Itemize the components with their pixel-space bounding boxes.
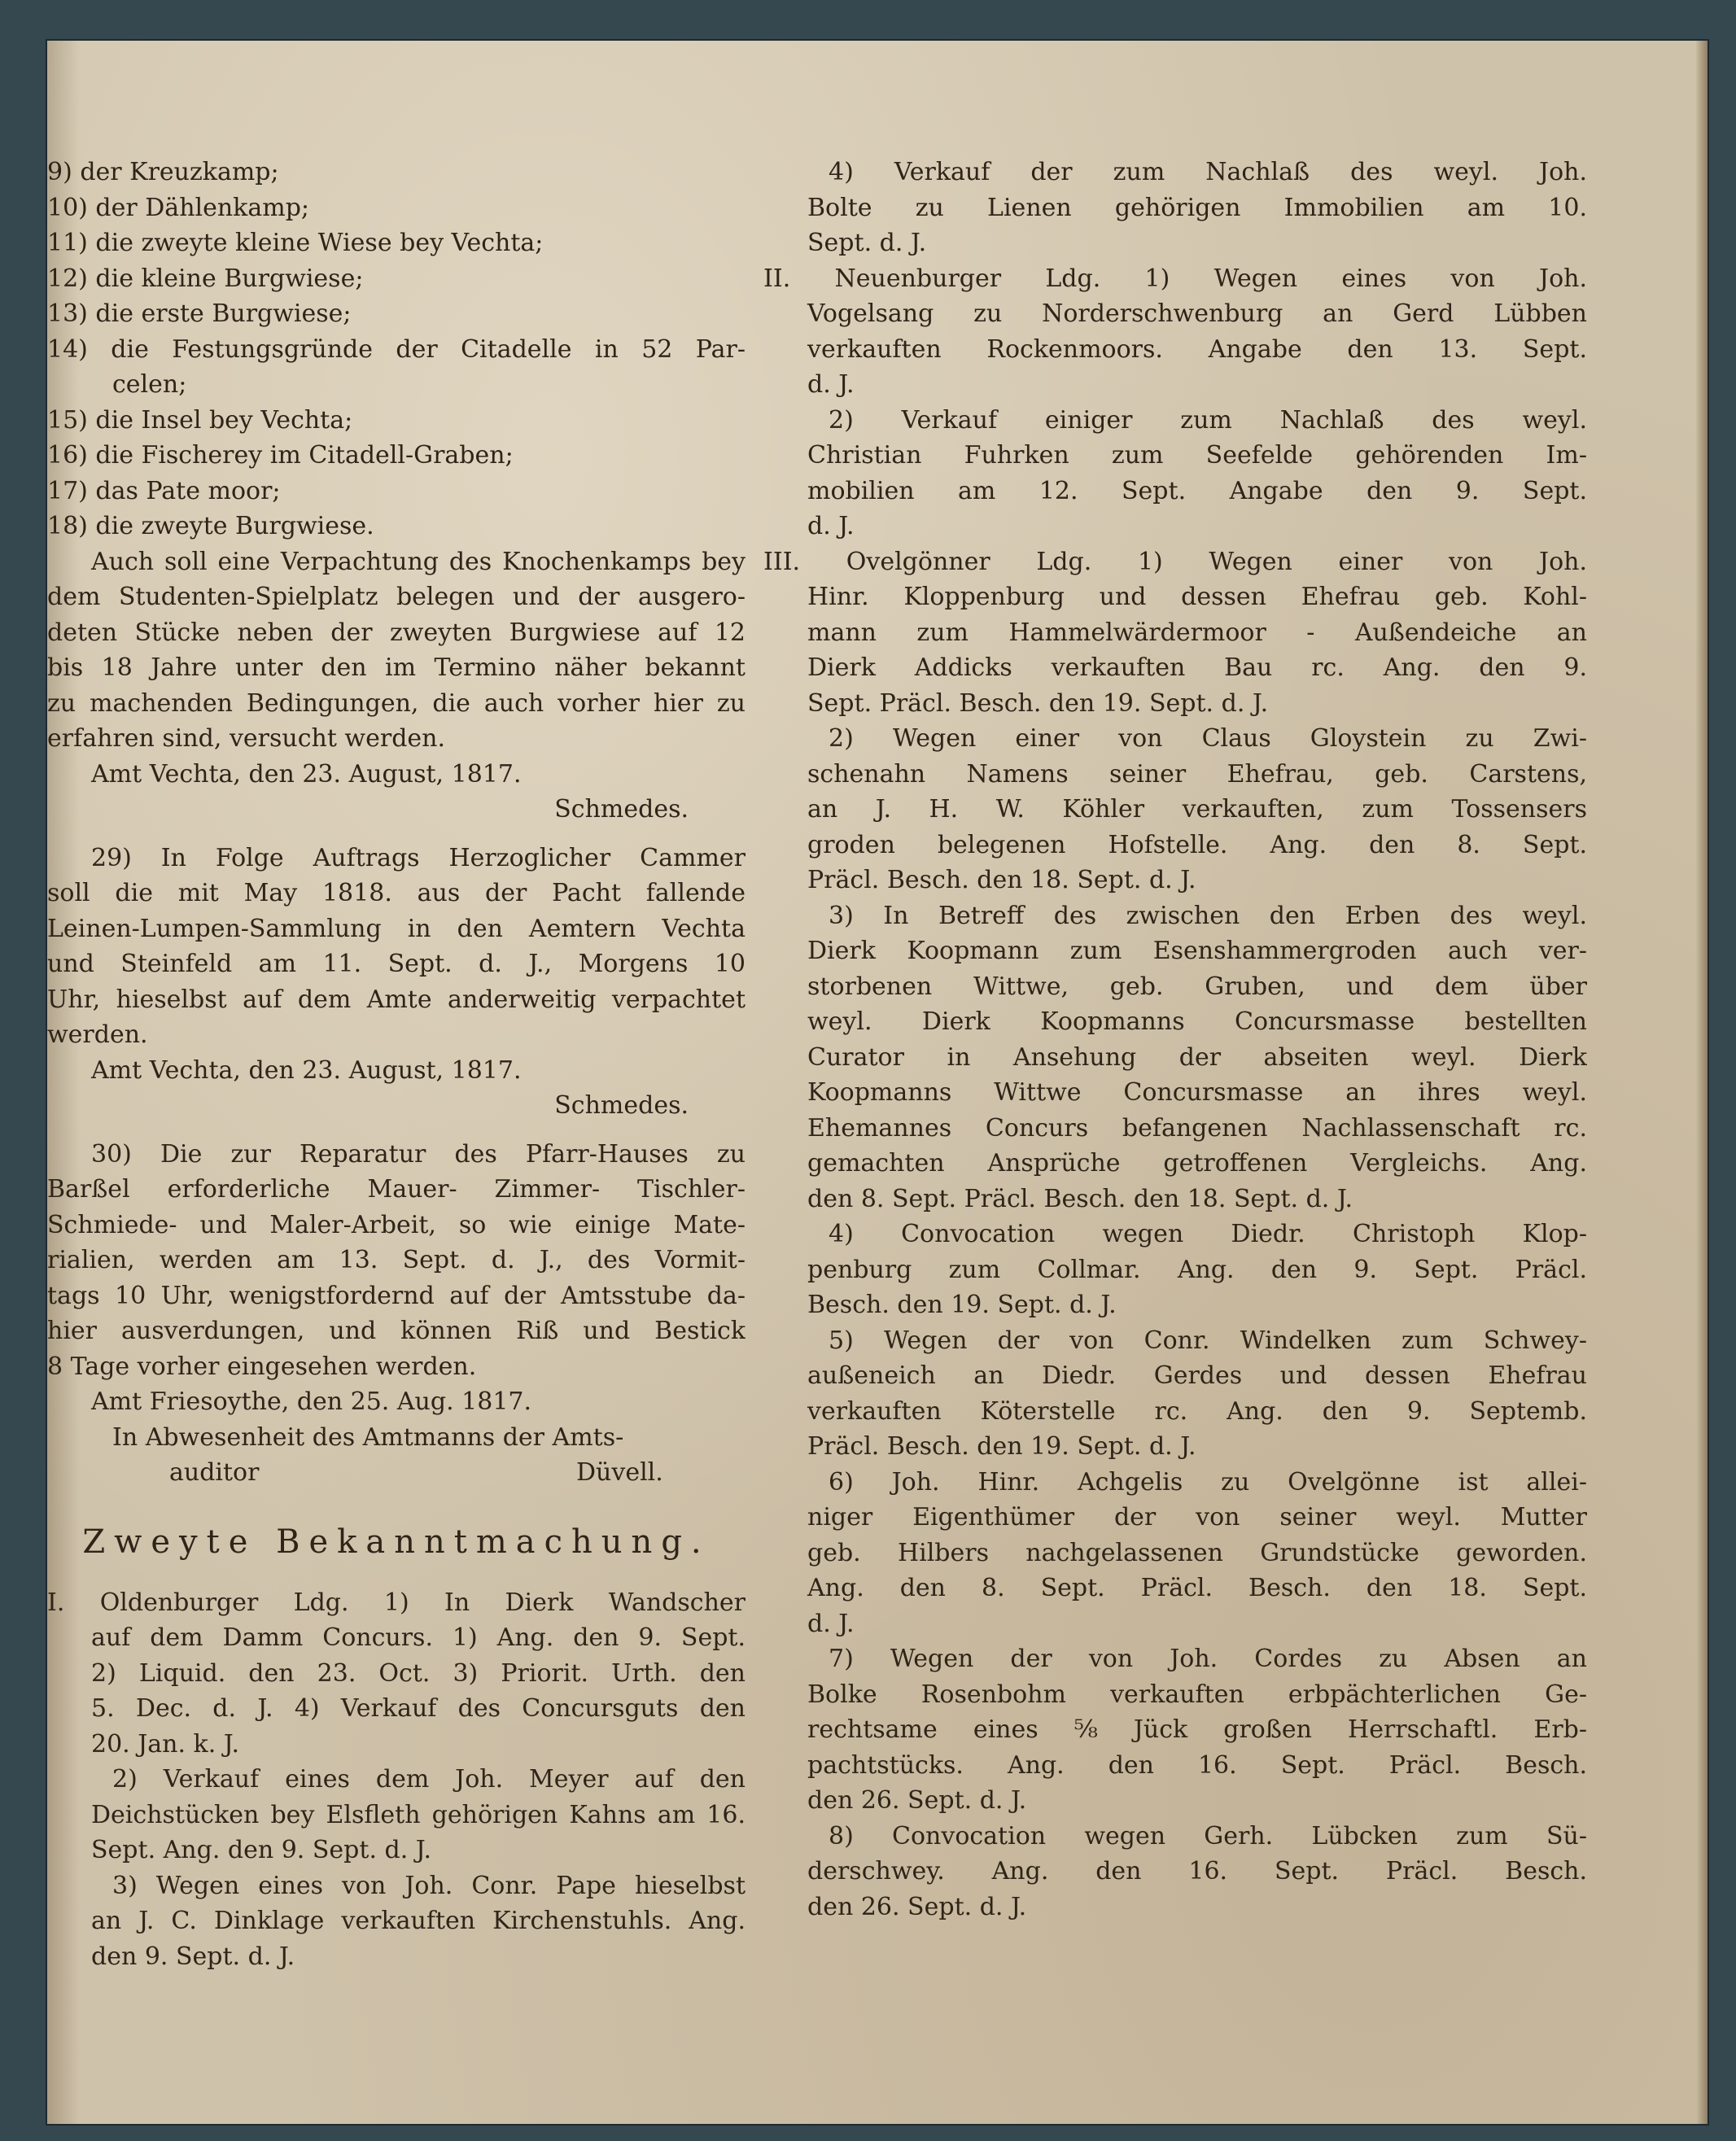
paragraph-line: Bolte zu Lienen gehörigen Immobilien am 10.	[807, 193, 1587, 222]
neuenburg-section	[763, 261, 1587, 544]
paragraph-line: III. Ovelgönner Ldg. 1) Wegen einer von Joh.	[763, 547, 1587, 576]
numbered-list	[47, 155, 746, 544]
paragraph-line: niger Eigenthümer der von seiner weyl. Mutter	[807, 1503, 1587, 1531]
paragraph-line: Dierk Koopmann zum Esenshammergroden auch ver-	[807, 937, 1587, 965]
paragraph-line: penburg zum Collmar. Ang. den 9. Sept. Präcl.	[807, 1255, 1587, 1284]
paragraph-line: 2) Verkauf eines dem Joh. Meyer auf den	[112, 1765, 746, 1794]
right-column	[763, 155, 1587, 1925]
paragraph-line: an J. H. W. Köhler verkauften, zum Tossensers	[807, 795, 1587, 824]
paragraph-line: Uhr, hieselbst auf dem Amte anderweitig verpachtet	[47, 985, 746, 1014]
paragraph-line: gemachten Ansprüche getroffenen Vergleichs. Ang.	[807, 1149, 1587, 1178]
paragraph-line: 8 Tage vorher eingesehen werden.	[47, 1352, 477, 1381]
signature: Schmedes.	[554, 1091, 689, 1120]
paragraph-line: 2) Verkauf einiger zum Nachlaß des weyl.	[829, 405, 1587, 435]
paragraph-line: Leinen-Lumpen-Sammlung in den Aemtern Vechta	[47, 914, 746, 943]
paragraph-line: storbenen Wittwe, geb. Gruben, und dem über	[807, 972, 1587, 1001]
paragraph-line: 6) Joh. Hinr. Achgelis zu Ovelgönne ist allei-	[829, 1467, 1587, 1497]
list-item: 12) die kleine Burgwiese;	[47, 264, 364, 293]
paragraph-line: deten Stücke neben der zweyten Burgwiese auf 12	[47, 618, 746, 647]
paragraph-line: soll die mit May 1818. aus der Pacht fallende	[47, 879, 746, 907]
paragraph-line: Besch. den 19. Sept. d. J.	[807, 1291, 1117, 1319]
paragraph-line: 29) In Folge Auftrags Herzoglicher Cammer	[91, 843, 746, 872]
paragraph-line: derschwey. Ang. den 16. Sept. Präcl. Besch.	[807, 1857, 1587, 1885]
paragraph-line: erfahren sind, versucht werden.	[47, 724, 446, 753]
paragraph-line: den 8. Sept. Präcl. Besch. den 18. Sept. d. J.	[807, 1184, 1353, 1213]
paragraph-line: 5) Wegen der von Conr. Windelken zum Schwey-	[829, 1326, 1587, 1355]
list-item: 18) die zweyte Burgwiese.	[47, 512, 374, 540]
book-page	[47, 41, 1708, 2124]
paragraph-line: 3) Wegen eines von Joh. Conr. Pape hieselbst	[112, 1871, 746, 1900]
paragraph-line: groden belegenen Hofstelle. Ang. den 8. Sept.	[807, 830, 1587, 859]
paragraph-30	[47, 1137, 746, 1491]
paragraph-line: 8) Convocation wegen Gerh. Lübcken zum Sü-	[829, 1821, 1587, 1850]
paragraph-line: 7) Wegen der von Joh. Cordes zu Absen an	[829, 1645, 1587, 1673]
paragraph-line: Hinr. Kloppenburg und dessen Ehefrau geb. Kohl-	[807, 583, 1587, 611]
paragraph-line: mann zum Hammelwärdermoor - Außendeiche an	[807, 618, 1587, 647]
paragraph-line: Koopmanns Wittwe Concursmasse an ihres weyl.	[807, 1078, 1587, 1107]
signature-line: In Abwesenheit des Amtmanns der Amts-	[112, 1422, 624, 1452]
paragraph-line: verkauften Rockenmoors. Angabe den 13. Sept.	[807, 334, 1587, 364]
paragraph-line: weyl. Dierk Koopmanns Concursmasse bestellten	[807, 1007, 1587, 1036]
list-item: 14) die Festungsgründe der Citadelle in 52 Par-	[47, 334, 746, 364]
signature-line	[47, 1455, 746, 1491]
paragraph-knochenkamp	[47, 544, 746, 828]
paragraph-line: geb. Hilbers nachgelassenen Grundstücke geworden.	[807, 1538, 1587, 1567]
paragraph-line: Curator in Ansehung der abseiten weyl. Dierk	[807, 1042, 1587, 1072]
paragraph-line: bis 18 Jahre unter den im Termino näher bekannt	[47, 653, 746, 682]
paragraph-line: tags 10 Uhr, wenigstfordernd auf der Amtsstube da-	[47, 1281, 746, 1310]
paragraph-line: Schmiede- und Maler-Arbeit, so wie einige Mate-	[47, 1210, 746, 1239]
paragraph-line: Christian Fuhrken zum Seefelde gehörenden Im-	[807, 441, 1587, 470]
paragraph-line: auf dem Damm Concurs. 1) Ang. den 9. Sept.	[91, 1623, 746, 1652]
paragraph-line: 5. Dec. d. J. 4) Verkauf des Concursguts den	[91, 1694, 746, 1723]
paragraph-line: Ang. den 8. Sept. Präcl. Besch. den 18. Sept.	[807, 1574, 1587, 1602]
paragraph-line: Sept. Präcl. Besch. den 19. Sept. d. J.	[807, 688, 1269, 718]
paragraph-line: pachtstücks. Ang. den 16. Sept. Präcl. Besch.	[807, 1750, 1587, 1780]
list-item: 10) der Dählenkamp;	[47, 193, 310, 222]
list-item: 11) die zweyte kleine Wiese bey Vechta;	[47, 229, 544, 257]
list-item: 15) die Insel bey Vechta;	[47, 405, 353, 435]
place-date: Amt Vechta, den 23. August, 1817.	[91, 759, 522, 789]
paragraph-line: II. Neuenburger Ldg. 1) Wegen eines von Joh.	[763, 264, 1587, 293]
signature-name: Düvell.	[576, 1458, 663, 1487]
paragraph-line: Sept. d. J.	[807, 229, 927, 257]
paragraph-line: Bolke Rosenbohm verkauften erbpächterlichen Ge-	[807, 1680, 1587, 1709]
paragraph-line: dem Studenten-Spielplatz belegen und der ausgero-	[47, 583, 746, 611]
paragraph-line: an J. C. Dinklage verkauften Kirchenstuhls. Ang.	[91, 1907, 746, 1935]
paragraph-line: rialien, werden am 13. Sept. d. J., des Vormit-	[47, 1246, 746, 1274]
paragraph-line: den 26. Sept. d. J.	[807, 1786, 1027, 1815]
paragraph-line: werden.	[47, 1020, 148, 1049]
paragraph-line: Präcl. Besch. den 18. Sept. d. J.	[807, 866, 1196, 894]
section-heading: Zweyte Bekanntmachung.	[82, 1523, 711, 1561]
ovelgoenne-section	[763, 544, 1587, 1925]
item-4-bolte	[763, 155, 1587, 261]
paragraph-line: schenahn Namens seiner Ehefrau, geb. Carstens,	[807, 759, 1587, 789]
paragraph-line: Vogelsang zu Norderschwenburg an Gerd Lübben	[807, 299, 1587, 328]
paragraph-line: 2) Wegen einer von Claus Gloystein zu Zwi-	[829, 724, 1587, 753]
paragraph-line: und Steinfeld am 11. Sept. d. J., Morgens 10	[47, 950, 746, 978]
paragraph-line: mobilien am 12. Sept. Angabe den 9. Sept.	[807, 476, 1587, 505]
paragraph-line: den 26. Sept. d. J.	[807, 1892, 1027, 1921]
paragraph-line: 4) Convocation wegen Diedr. Christoph Klop-	[829, 1220, 1587, 1248]
list-item: 17) das Pate moor;	[47, 476, 281, 505]
left-column	[47, 155, 746, 1974]
paragraph-line: Barßel erforderliche Mauer- Zimmer- Tischler-	[47, 1175, 746, 1204]
paragraph-line: d. J.	[807, 512, 855, 540]
paragraph-line: 4) Verkauf der zum Nachlaß des weyl. Joh.	[829, 158, 1587, 186]
paragraph-line: Auch soll eine Verpachtung des Knochenkamps bey	[91, 547, 746, 576]
paragraph-line: rechtsame eines ⅝ Jück großen Herrschaftl. Erb-	[807, 1715, 1587, 1744]
place-date: Amt Friesoythe, den 25. Aug. 1817.	[91, 1387, 532, 1416]
list-item: 13) die erste Burgwiese;	[47, 299, 352, 328]
place-date: Amt Vechta, den 23. August, 1817.	[91, 1055, 522, 1085]
paragraph-line: Ehemannes Concurs befangenen Nachlassenschaft rc.	[807, 1113, 1587, 1143]
list-item-continuation: celen;	[112, 370, 187, 399]
paragraph-line: d. J.	[807, 370, 855, 399]
paragraph-line: I. Oldenburger Ldg. 1) In Dierk Wandscher	[47, 1588, 746, 1617]
list-item: 9) der Kreuzkamp;	[47, 158, 279, 186]
paragraph-line: verkauften Köterstelle rc. Ang. den 9. Septemb.	[807, 1396, 1587, 1426]
paragraph-line: 2) Liquid. den 23. Oct. 3) Priorit. Urth. den	[91, 1658, 746, 1688]
paragraph-line: 3) In Betreff des zwischen den Erben des weyl.	[829, 901, 1587, 930]
paragraph-line: 20. Jan. k. J.	[91, 1729, 240, 1759]
list-item: 16) die Fischerey im Citadell-Graben;	[47, 441, 514, 470]
signature: Schmedes.	[554, 795, 689, 824]
paragraph-line: hier ausverdungen, und können Riß und Bestick	[47, 1317, 746, 1345]
paragraph-line: 30) Die zur Reparatur des Pfarr-Hauses zu	[91, 1139, 746, 1169]
page-edge	[1696, 41, 1708, 2124]
paragraph-29	[47, 841, 746, 1124]
paragraph-line: Dierk Addicks verkauften Bau rc. Ang. den 9.	[807, 653, 1587, 682]
oldenburg-section	[47, 1585, 746, 1975]
signature-label: auditor	[169, 1458, 260, 1487]
paragraph-line: außeneich an Diedr. Gerdes und dessen Ehefrau	[807, 1361, 1587, 1390]
paragraph-line: Präcl. Besch. den 19. Sept. d. J.	[807, 1432, 1196, 1461]
paragraph-line: den 9. Sept. d. J.	[91, 1942, 295, 1971]
paragraph-line: Sept. Ang. den 9. Sept. d. J.	[91, 1836, 432, 1864]
paragraph-line: d. J.	[807, 1609, 855, 1638]
paragraph-line: zu machenden Bedingungen, die auch vorher hier zu	[47, 688, 746, 718]
paragraph-line: Deichstücken bey Elsfleth gehörigen Kahns am 16.	[91, 1800, 746, 1829]
